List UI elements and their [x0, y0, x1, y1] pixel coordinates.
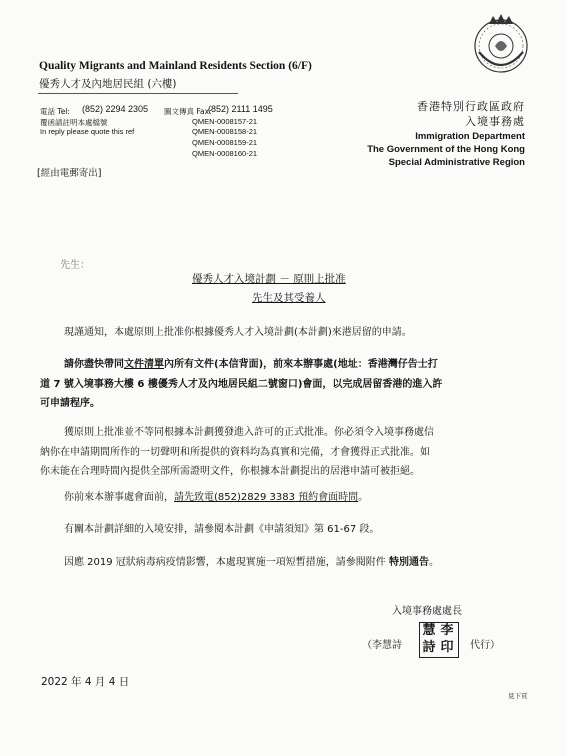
- chop-char: 印: [440, 640, 454, 655]
- please-turn-over: 見下頁: [508, 692, 528, 700]
- header-divider: [38, 93, 238, 94]
- paragraph-guidance: 有關本計劃詳細的入境安排，請參閱本計劃《申請須知》第 61-67 段。: [64, 524, 380, 535]
- reference-number: QMEN-0008159-21: [192, 138, 258, 147]
- director-title: 入境事務處處長: [392, 606, 462, 617]
- paragraph-attend-line1: [64, 355, 438, 370]
- text: 。: [358, 492, 369, 503]
- department-name-zh: 香港特別行政區政府: [417, 100, 525, 113]
- reference-note-en: In reply please quote this ref: [40, 127, 135, 136]
- hk-police-emblem-icon: [469, 12, 533, 76]
- text: 請你盡快帶同: [64, 359, 124, 370]
- chop-char: 李: [440, 623, 454, 638]
- delivery-method: [經由電郵寄出]: [37, 168, 102, 179]
- appointment-phone: 請先致電(852)2829 3383 預約會面時間: [174, 492, 359, 503]
- paragraph-appointment: [64, 488, 368, 503]
- letter-date: 2022 年 4 月 4 日: [41, 676, 130, 688]
- chop-char: 詩: [422, 640, 436, 655]
- government-name-en: The Government of the Hong Kong: [367, 144, 525, 155]
- chop-char: 慧: [422, 623, 436, 638]
- signature-chop: [419, 622, 459, 658]
- paragraph-attend-line2: 道 7 號入境事務大樓 6 樓優秀人才及內地居民組二號窗口)會面，以完成居留香港的進入許: [40, 379, 443, 390]
- fax-label: 圖文傳真 Fax:: [164, 107, 212, 116]
- text: 你前來本辦事處會面前，: [64, 492, 174, 503]
- tel-value: (852) 2294 2305: [82, 104, 149, 114]
- paragraph-conditions-line1: 獲原則上批准並不等同根據本計劃獲發進入許可的正式批准。你必須令入境事務處信: [64, 427, 434, 438]
- tel-label: 電話 Tel:: [40, 107, 70, 116]
- section-name-en: Quality Migrants and Mainland Residents Section (6/F): [39, 60, 312, 72]
- reference-number: QMEN-0008158-21: [192, 127, 258, 136]
- signer-open: （李慧詩: [362, 640, 402, 651]
- fax-value: (852) 2111 1495: [208, 104, 273, 114]
- text: 。: [429, 557, 439, 568]
- reference-number: QMEN-0008157-21: [192, 117, 258, 126]
- region-name-en: Special Administrative Region: [388, 157, 525, 168]
- section-name-zh: 優秀人才及內地居民組 (六樓): [39, 78, 177, 90]
- reference-number: QMEN-0008160-21: [192, 149, 258, 158]
- paragraph-approval: 現謹通知，本處原則上批准你根據優秀人才入境計劃(本計劃)來港居留的申請。: [64, 327, 412, 338]
- letter-subtitle: 先生及其受養人: [252, 292, 326, 304]
- paragraph-conditions-line3: 你未能在合理時間內提供全部所需證明文件，你根據本計劃提出的居港申請可被拒絕。: [40, 466, 420, 477]
- paragraph-conditions-line2: 納你在申請期間所作的一切聲明和所提供的資料均為真實和完備，才會獲得正式批准。如: [40, 447, 430, 458]
- paragraph-attend-line3: 可申請程序。: [40, 398, 100, 409]
- text: 內所有文件(本信背面)，前來本辦事處(地址：香港灣仔告士打: [164, 359, 438, 370]
- reference-note-zh: 覆函請註明本處檔號: [40, 118, 108, 127]
- text: 因應 2019 冠狀病毒病疫情影響，本處現實施一項短暫措施，請參閱附件: [64, 557, 389, 568]
- special-notice-label: 特別通告: [389, 557, 429, 568]
- department-name-zh-sub: 入境事務處: [465, 115, 525, 128]
- paragraph-covid-notice: [64, 553, 439, 568]
- signer-close: 代行）: [470, 640, 500, 651]
- salutation: 先生：: [60, 260, 90, 271]
- department-name-en: Immigration Department: [415, 131, 525, 142]
- document-list-link: 文件清單: [124, 359, 164, 370]
- letter-title: 優秀人才入境計劃 － 原則上批准: [192, 273, 346, 285]
